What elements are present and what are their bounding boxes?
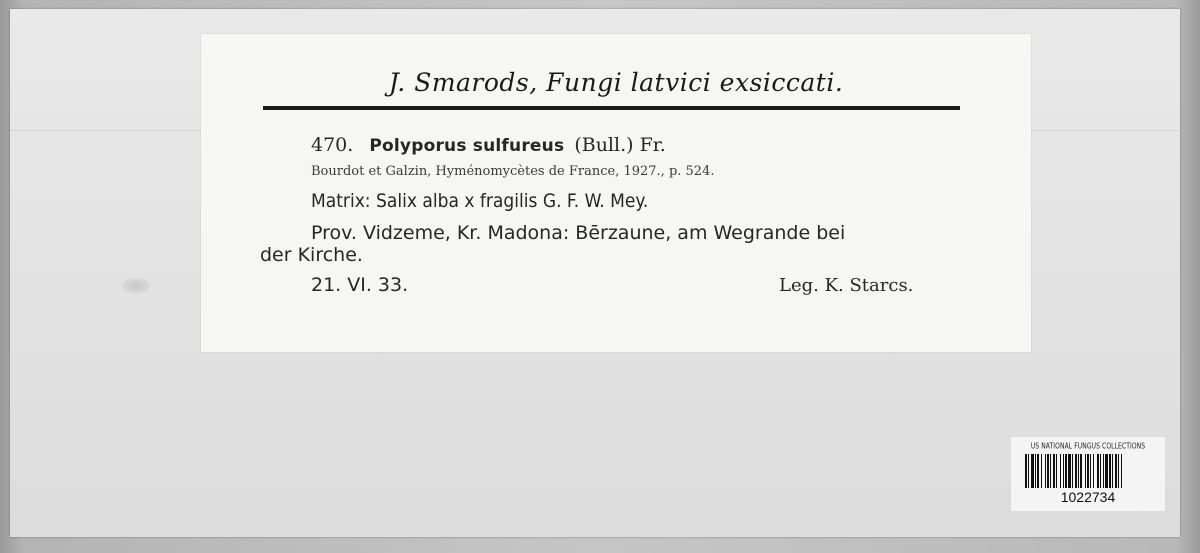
taxon-author: (Bull.) Fr. <box>574 134 666 156</box>
barcode-institution: US NATIONAL FUNGUS COLLECTIONS <box>1030 441 1146 452</box>
locality-line-2: der Kirche. <box>260 244 363 266</box>
exsiccata-label <box>201 34 1031 352</box>
collector: Leg. K. Starcs. <box>779 275 914 296</box>
matrix-line: Matrix: Salix alba x fragilis G. F. W. Mey. <box>311 190 649 212</box>
taxon-line <box>311 134 666 156</box>
barcode-label <box>1011 437 1165 511</box>
barcode-icon <box>1025 454 1153 488</box>
literature-reference: Bourdot et Galzin, Hyménomycètes de France, 1927., p. 524. <box>311 164 715 179</box>
species-name: Polyporus sulfureus <box>369 136 565 156</box>
specimen-number: 470. <box>311 134 354 156</box>
barcode-number: 1022734 <box>1060 489 1116 505</box>
header-rule <box>263 106 960 110</box>
locality-line-1: Prov. Vidzeme, Kr. Madona: Bērzaune, am Wegrande bei <box>311 222 846 244</box>
collection-date: 21. VI. 33. <box>311 274 409 296</box>
paper-smudge <box>122 278 150 294</box>
label-header: J. Smarods, Fungi latvici exsiccati. <box>388 68 844 97</box>
